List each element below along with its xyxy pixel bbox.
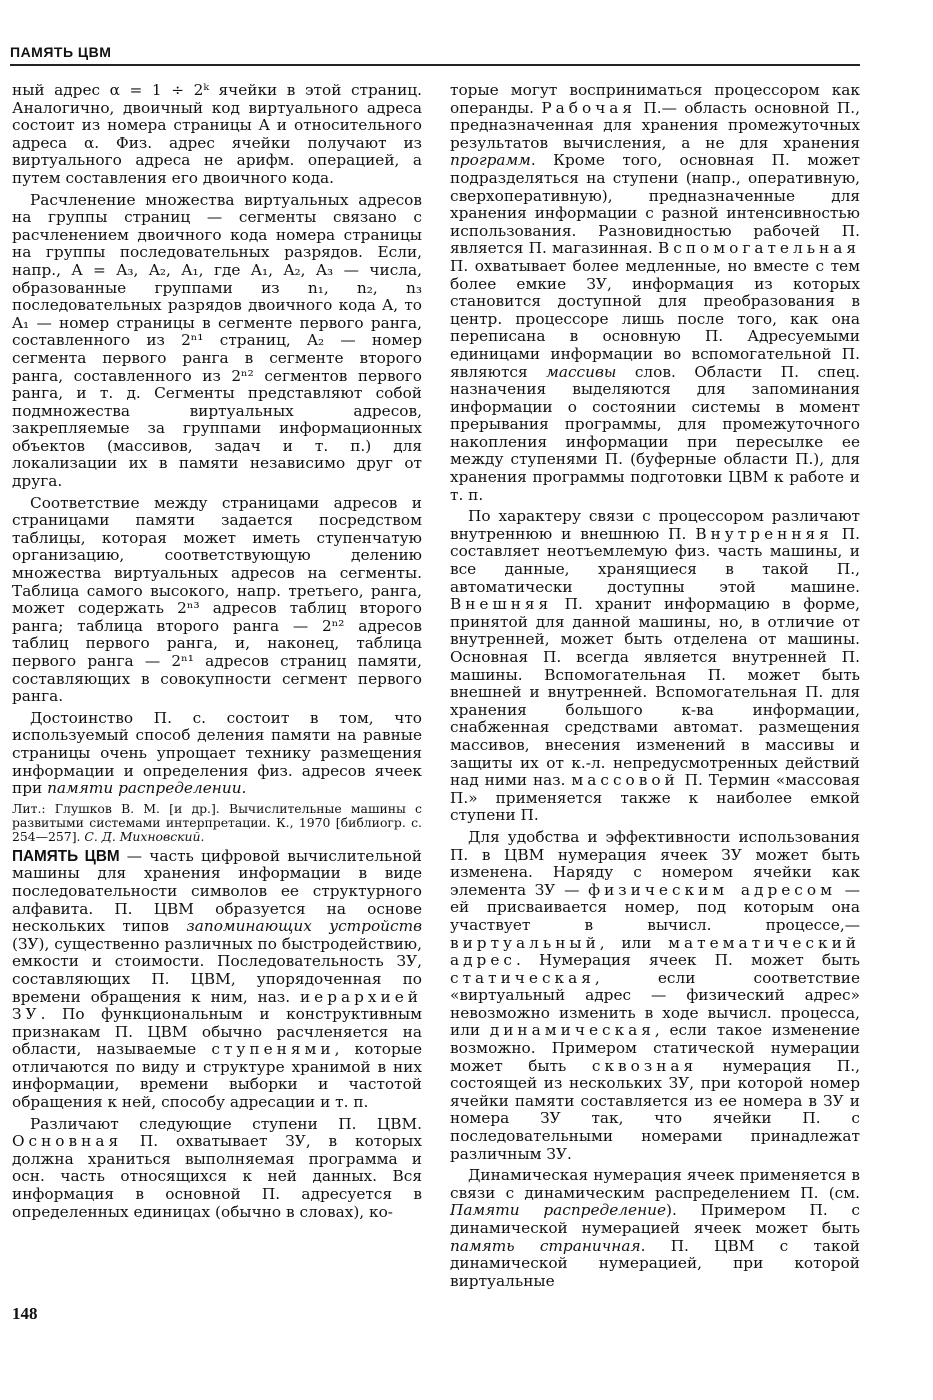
cross-reference: массивы	[546, 362, 617, 381]
paragraph: По характеру связи с процессором различают внутреннюю и внешнюю П. Внутренняя П. составляет неотъемлемую физ. часть машины, и все данные, хранящиеся в такой П., автоматически доступны этой машине. Внешняя П. хранит информацию в форме, принятой для данной машины, но, в отличие от внутренней, может быть отделена от машины. Основная П. всегда является внутренней П. машины. Вспомогательная П. может быть внешней и внутренней. Вспомогательная П. для хранения большого к-ва информации, снабженная средствами автомат. размещения массивов, внесения изменений в массивы и защиты их от к.-л. непредусмотренных действий над ними наз. массовой П. Термин «массовая П.» применяется также к наиболее емкой ступени П.	[450, 507, 861, 825]
literature-reference: Лит.: Глушков В. М. [и др.]. Вычислительные машины с развитыми системами интерпретации. К., 1970 [библиогр. с. 254—257]. С. Д. Михновский.	[12, 800, 422, 844]
spaced-term: Основная	[12, 1132, 123, 1151]
cross-reference: запоминающих устройств	[186, 917, 422, 936]
paragraph: Для удобства и эффективности использования П. в ЦВМ нумерация ячеек ЗУ может быть изменена. Наряду с номером ячейки как элемента ЗУ — физическим адресом — ей присваивается номер, под которым она участвует в вычисл. процессе,— виртуальный, или математический адрес. Нумерация ячеек П. может быть статическая, если соответствие «виртуальный адрес — физический адрес» невозможно изменить в ходе вычисл. процесса, или динамическая, если такое изменение возможно. Примером статической нумерации может быть сквозная нумерация П., состоящей из нескольких ЗУ, при которой номер ячейки памяти составляется из ее номера в ЗУ и номера ЗУ так, что ячейки П. с последовательными номерами принадлежат различным ЗУ.	[450, 827, 860, 1163]
paragraph: торые могут восприниматься процессором как операнды. Рабочая П.— область основной П., предназначенная для хранения промежуточных результатов вычисления, а не для хранения программ. Кроме того, основная П. может подразделяться на ступени (напр., оперативную, сверхоперативную), предназначенные для хранения информации с разной интенсивностью использования. Разновидностью рабочей П. является П. магазинная. Вспомогательная П. охватывает более медленные, но вместе с тем более емкие ЗУ, информация из которых становится доступной для преобразования в центр. процессоре лишь после того, как она переписана в основную П. Адресуемыми единицами информации во вспомогательной П. являются массивы слов. Области П. спец. назначения выделяются для запоминания информации о состоянии системы в момент прерывания программы, для промежуточного накопления информации при пересылке ее между ступенями П. (буферные области П.), для хранения программы подготовки ЦВМ к работе и т. п.	[450, 81, 860, 504]
cross-reference: программ	[450, 151, 531, 170]
header-rule	[10, 64, 860, 66]
spaced-term: виртуальный	[450, 933, 600, 952]
running-head: ПАМЯТЬ ЦВМ	[10, 44, 112, 60]
paragraph: ный адрес α = 1 ÷ 2ᵏ ячейки в этой страниц. Аналогично, двоичный код виртуального адреса состоит из номера страницы A и относительного адреса α. Физ. адрес ячейки получают из виртуального адреса не арифм. операцией, а путем составления его двоичного кода.	[12, 81, 422, 187]
paragraph: Соответствие между страницами адресов и страницами памяти задается посредством таблицы, которая может иметь ступенчатую организацию, соответствующую делению множества виртуальных адресов на сегменты. Таблица самого высокого, напр. третьего, ранга, может содержать 2ⁿ³ адресов таблиц второго ранга; таблица второго ранга — 2ⁿ² адресов таблиц первого ранга, и, наконец, таблица первого ранга — 2ⁿ¹ адресов страниц памяти, составляющих в совокупности сегмент первого ранга.	[12, 493, 422, 706]
spaced-term: Рабочая	[541, 98, 637, 117]
left-column	[12, 82, 422, 1225]
right-column	[450, 82, 860, 1294]
spaced-term: массовой	[571, 771, 679, 790]
paragraph: Достоинство П. с. состоит в том, что используемый способ деления памяти на равные страницы очень упрощает технику размещения информации и определения физ. адресов ячеек при памяти распределении.	[12, 708, 422, 798]
cross-reference: памяти распределении.	[47, 779, 247, 798]
paragraph: Расчленение множества виртуальных адресов на группы страниц — сегменты связано с расчленением двоичного кода номера страницы на группы последовательных разрядов. Если, напр., A = A₃, A₂, A₁, где A₁, A₂, A₃ — числа, образованные группами из n₁, n₂, n₃ последовательных разрядов двоичного кода A, то A₁ — номер страницы в сегменте первого ранга, составленного из 2ⁿ¹ страниц, A₂ — номер сегмента первого ранга в сегменте второго ранга, составленного из 2ⁿ² сегментов первого ранга, и т. д. Сегменты представляют собой подмножества виртуальных адресов, закрепляемые за группами информационных объектов (массивов, задач и т. п.) для локализации их в памяти независимо друг от друга.	[12, 190, 422, 491]
spaced-term: Вспомогательная	[658, 239, 860, 258]
entry-headword: ПАМЯТЬ ЦВМ	[12, 847, 120, 865]
paragraph: Динамическая нумерация ячеек применяется в связи с динамическим распределением П. (см. Памяти распределение). Примером П. с динамической нумерацией ячеек может быть память страничная. П. ЦВМ с такой динамической нумерацией, при которой виртуальные	[450, 1166, 860, 1290]
spaced-term: сквозная	[591, 1056, 698, 1075]
cross-reference: Памяти распределение	[450, 1201, 667, 1220]
spaced-term: Внутренняя	[695, 524, 833, 543]
entry-paragraph: ПАМЯТЬ ЦВМ — часть цифровой вычислительной машины для хранения информации в виде последовательности символов ее структурного алфавита. П. ЦВМ образуется на основе нескольких типов запоминающих устройств (ЗУ), существенно различных по быстродействию, емкости и стоимости. Последовательность ЗУ, составляющих П. ЦВМ, упорядоченная по времени обращения к ним, наз. иерархией ЗУ. По функциональным и конструктивным признакам П. ЦВМ обычно расчленяется на области, называемые ступенями, которые отличаются по виду и структуре хранимой в них информации, времени выборки и частотой обращения к ней, способу адресации и т. п.	[12, 846, 423, 1112]
spaced-term: математический адрес	[450, 933, 860, 970]
page-number: 148	[12, 1304, 38, 1323]
spaced-term: динамическая	[489, 1021, 655, 1040]
spaced-term: статическая	[450, 968, 595, 987]
spaced-term: ступенями	[211, 1040, 335, 1059]
spaced-term: иерархией ЗУ	[12, 987, 422, 1024]
author-signature: С. Д. Михновский.	[84, 828, 205, 844]
paragraph: Различают следующие ступени П. ЦВМ. Основная П. охватывает ЗУ, в которых должна храниться выполняемая программа и осн. часть относящихся к ней данных. Вся информация в основной П. адресуется в определенных единицах (обычно в словах), ко-	[12, 1114, 422, 1221]
spaced-term: Внешняя	[450, 595, 553, 614]
spaced-term: физическим адресом	[588, 880, 836, 899]
cross-reference: память страничная	[450, 1236, 641, 1255]
